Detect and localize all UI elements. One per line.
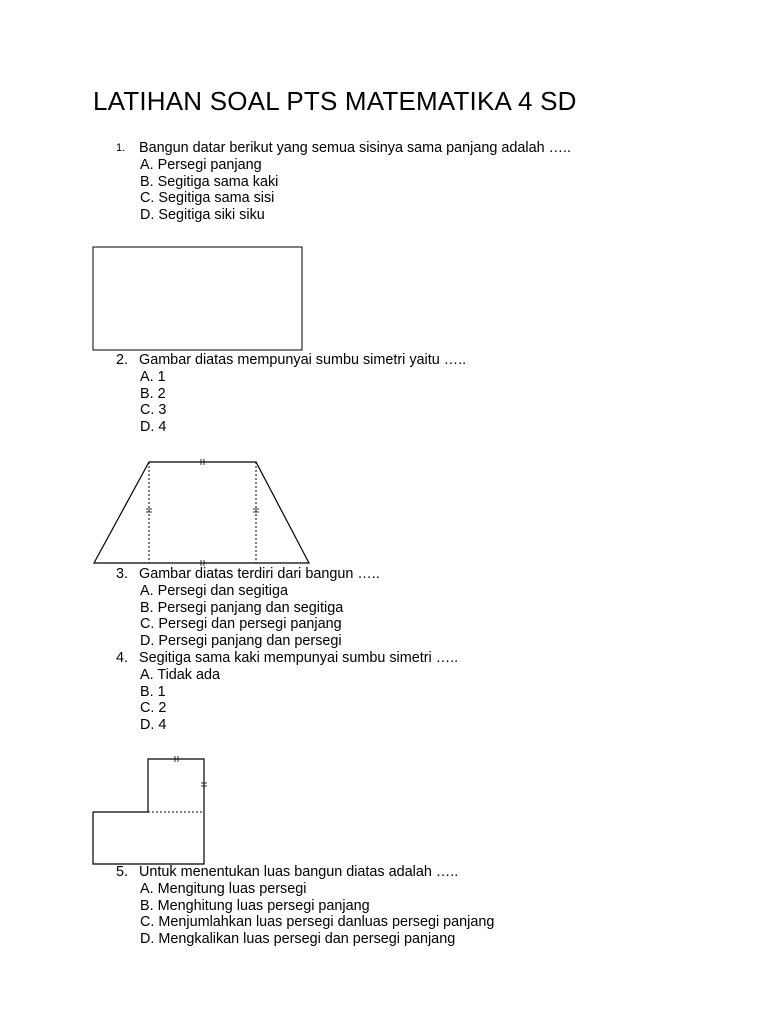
question-3 <box>116 566 716 650</box>
question-number: 5. <box>116 864 129 880</box>
option-b: B. 2 <box>140 385 166 402</box>
option-c: C. Segitiga sama sisi <box>140 190 275 207</box>
option-a: A. 1 <box>140 368 166 385</box>
question-text: Gambar diatas mempunyai sumbu simetri yaitu ….. <box>139 352 467 368</box>
option-b: B. Persegi panjang dan segitiga <box>140 599 344 616</box>
option-a: A. Tidak ada <box>140 666 220 683</box>
question-text: Gambar diatas terdiri dari bangun ….. <box>139 566 380 582</box>
question-1-stem <box>116 140 716 157</box>
rectangle-figure <box>92 246 304 352</box>
question-5-stem <box>116 864 716 881</box>
trapezoid-figure <box>92 455 314 567</box>
question-number: 3. <box>116 566 129 582</box>
question-4 <box>116 650 716 734</box>
option-b: B. Menghitung luas persegi panjang <box>140 897 370 914</box>
option-d: D. 4 <box>140 717 167 734</box>
question-number: 4. <box>116 650 129 666</box>
question-text: Bangun datar berikut yang semua sisinya sama panjang adalah ….. <box>139 140 571 156</box>
question-1 <box>116 140 716 224</box>
option-b: B. Segitiga sama kaki <box>140 173 279 190</box>
question-2 <box>116 352 716 436</box>
option-d: D. Mengkalikan luas persegi dan persegi panjang <box>140 931 456 948</box>
option-d: D. Segitiga siki siku <box>140 207 265 224</box>
l-shape-figure <box>92 756 208 866</box>
option-c: C. Persegi dan persegi panjang <box>140 616 342 633</box>
rectangle-shape <box>93 247 302 350</box>
question-3-stem <box>116 566 716 583</box>
option-c: C. 2 <box>140 700 167 717</box>
option-a: A. Mengitung luas persegi <box>140 880 307 897</box>
question-5 <box>116 864 716 948</box>
option-d: D. 4 <box>140 419 167 436</box>
trapezoid-shape <box>94 462 309 563</box>
page-title: LATIHAN SOAL PTS MATEMATIKA 4 SD <box>93 86 577 116</box>
option-c: C. Menjumlahkan luas persegi danluas persegi panjang <box>140 914 495 931</box>
question-2-stem <box>116 352 716 369</box>
option-a: A. Persegi panjang <box>140 156 262 173</box>
question-text: Untuk menentukan luas bangun diatas adalah ….. <box>139 864 459 880</box>
option-d: D. Persegi panjang dan persegi <box>140 633 342 650</box>
question-text: Segitiga sama kaki mempunyai sumbu simetri ….. <box>139 650 459 666</box>
question-number: 1. <box>116 142 126 154</box>
question-number: 2. <box>116 352 129 368</box>
option-a: A. Persegi dan segitiga <box>140 582 288 599</box>
option-b: B. 1 <box>140 683 166 700</box>
option-c: C. 3 <box>140 402 167 419</box>
question-4-stem <box>116 650 716 667</box>
